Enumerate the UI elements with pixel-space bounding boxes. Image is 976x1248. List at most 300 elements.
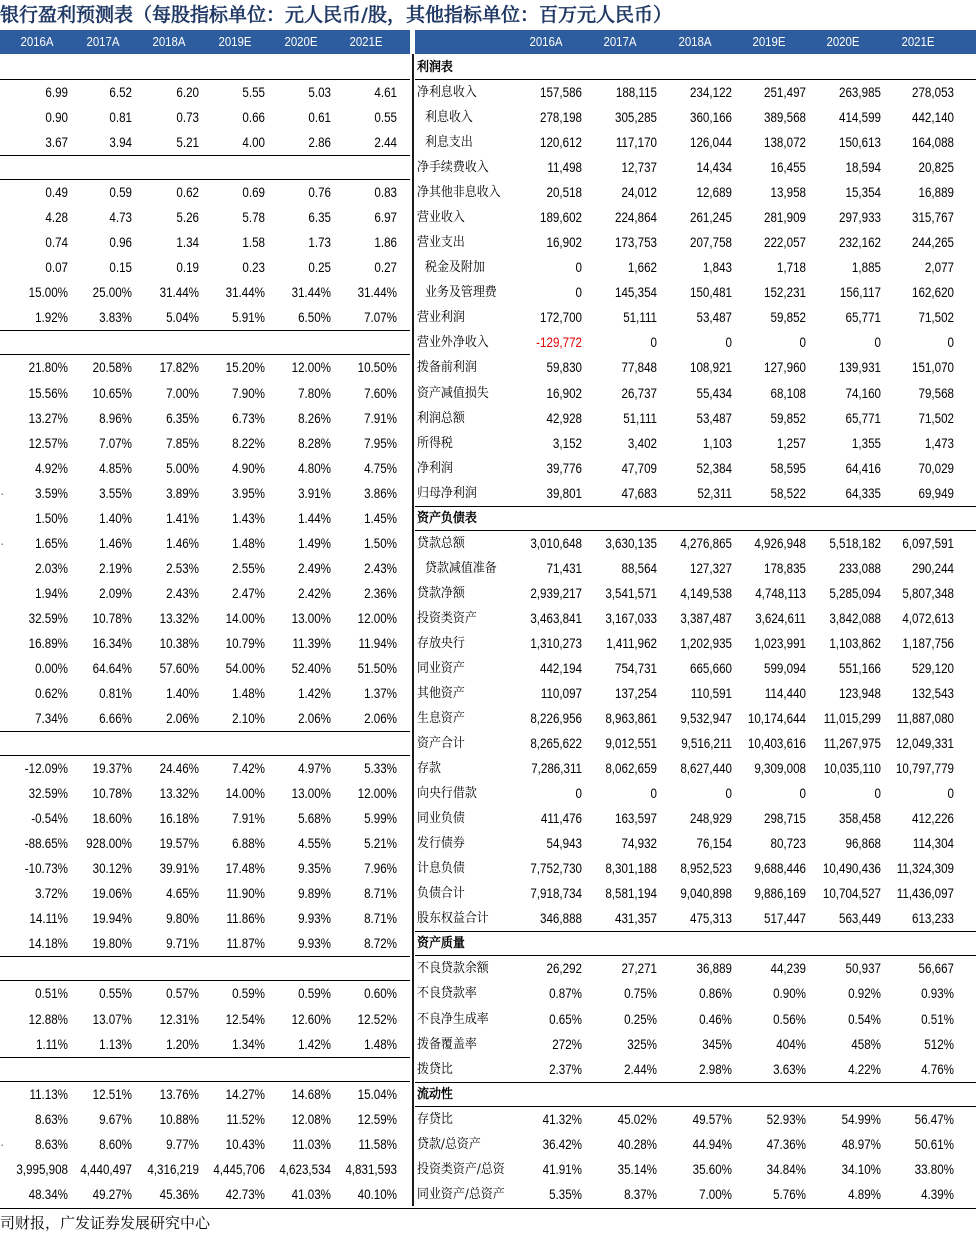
left-value-cell: 3.89% [166,485,199,501]
right-value-cell: 137,254 [615,686,657,701]
left-value-cell: 0.55 [374,110,397,126]
right-value-cell: 8,952,523 [680,861,732,877]
row-label: 净其他非息收入 [417,185,501,201]
right-value-cell: 754,731 [615,660,657,676]
right-value-cell: 47.36% [766,1136,806,1152]
left-value-cell: 7.95% [364,435,397,451]
left-value-cell: 7.90% [232,385,265,401]
table-row [0,280,976,305]
right-value-cell: 346,888 [540,911,582,927]
right-value-cell: 50.61% [914,1136,954,1152]
left-value-cell: 12.54% [225,1011,265,1027]
right-value-cell: 4,149,538 [680,585,732,601]
table-row [0,431,976,456]
row-label: 营业外净收入 [417,335,489,351]
row-label: 投资类资产 [417,610,477,626]
table-row [0,305,976,330]
left-value-cell: 64.64% [92,660,132,676]
left-value-cell: 8.72% [364,936,397,952]
left-value-cell: 8.96% [99,410,132,426]
left-value-cell: 5.04% [166,310,199,326]
right-value-cell: 6,097,591 [902,535,954,551]
right-value-cell: 56.47% [914,1111,954,1127]
right-value-cell: 120,612 [540,135,582,151]
right-value-cell: 35.60% [692,1161,732,1177]
left-value-cell: 11.58% [358,1136,397,1152]
row-label: 营业利润 [417,310,465,326]
right-value-cell: 0.56% [773,1011,806,1027]
left-value-cell: 12.59% [357,1111,397,1127]
left-value-cell: 17.82% [159,360,199,376]
right-value-cell: 8,062,659 [605,761,657,777]
left-value-cell: 8.26% [298,410,331,426]
right-value-cell: 1,411,962 [606,635,657,651]
table-row [0,606,976,631]
right-value-cell: 263,985 [839,85,881,101]
left-value-cell: 6.50% [298,310,331,326]
right-value-cell: 0.86% [699,986,732,1002]
right-value-cell: 1,187,756 [902,635,954,651]
right-value-cell: 0.54% [848,1011,881,1027]
left-value-cell: 13.00% [291,786,331,802]
left-group-separator [0,330,410,331]
row-label: 所得税 [417,435,453,451]
right-value-cell: 0.90% [773,986,806,1002]
table-row [0,556,976,581]
right-value-cell: 3,402 [627,435,657,451]
right-value-cell: 150,481 [690,285,732,301]
row-label: 拨备前利润 [417,360,477,376]
left-value-cell: 1.42% [298,686,331,701]
right-value-cell: 665,660 [690,660,732,676]
row-label: 归母净利润 [417,485,477,501]
row-label: 同业资产 [417,660,465,676]
table-row [0,781,976,806]
left-value-cell: 19.37% [92,761,132,777]
left-value-cell: 9.89% [298,886,331,902]
left-value-cell: 7.80% [298,385,331,401]
right-value-cell: 10,797,779 [895,761,954,777]
right-value-cell: 414,599 [839,110,881,126]
right-value-cell: 123,948 [839,686,881,701]
left-value-cell: 2.43% [364,560,397,576]
left-value-cell: 2.53% [166,560,199,576]
row-label: 不良贷款余额 [417,961,489,977]
left-value-cell: 6.99 [45,85,68,101]
left-value-cell: 4.65% [166,886,199,902]
left-value-cell: 5.78 [242,210,265,226]
left-value-cell: 1.50% [35,510,68,526]
left-value-cell: 3.67 [45,135,68,151]
left-value-cell: 2.43% [166,585,199,601]
left-value-cell: 12.00% [357,786,397,802]
row-label: 营业收入 [417,210,465,226]
left-value-cell: 3.86% [364,485,397,501]
right-value-cell: 53,487 [696,310,732,326]
table-row [0,381,976,406]
left-value-cell: 1.94% [35,585,68,601]
left-value-cell: 11.03% [292,1136,331,1152]
right-section-overline [415,1082,976,1083]
right-value-cell: 13,958 [770,185,806,201]
left-value-cell: 1.49% [298,535,331,551]
left-value-cell: 9.80% [166,911,199,927]
left-value-cell: 11.90% [226,886,265,902]
right-value-cell: 10,490,436 [822,861,881,877]
right-value-cell: 40.28% [617,1136,657,1152]
left-value-cell: 2.06% [298,711,331,727]
left-group-separator [0,155,410,156]
right-value-cell: 0 [575,260,582,276]
left-value-cell: 7.34% [35,711,68,727]
right-value-cell: 96,868 [845,836,881,852]
left-value-cell: 0.83 [374,185,397,201]
right-value-cell: 33.80% [914,1161,954,1177]
left-value-cell: 1.50% [364,535,397,551]
left-value-cell: 16.18% [159,811,199,827]
right-value-cell: 20,518 [546,185,582,201]
left-value-cell: 2.06% [166,711,199,727]
right-value-cell: 3,842,088 [829,610,881,626]
table-row [0,1032,976,1057]
left-value-cell: 1.41% [166,510,199,526]
left-value-cell: 1.48% [364,1036,397,1052]
table-row [0,956,976,981]
left-header-bar [0,30,410,54]
right-value-cell: 1,885 [851,260,881,276]
row-label: 投资类资产/总资 [417,1161,505,1177]
left-value-cell: 10.65% [92,385,132,401]
table-row [0,631,976,656]
right-value-cell: 0.51% [921,1011,954,1027]
right-value-cell: 15,354 [845,185,881,201]
right-value-cell: 9,012,551 [605,736,657,752]
table-row [0,931,976,956]
table-row [0,856,976,881]
row-label: 净手续费收入 [417,160,489,176]
right-value-cell: 4.76% [921,1061,954,1077]
left-value-cell: 2.86 [308,135,331,151]
right-value-cell: 77,848 [621,360,657,376]
left-value-cell: 1.42% [298,1036,331,1052]
row-label: 生息资产 [417,711,465,727]
left-value-cell: 31.44% [225,285,265,301]
left-value-cell: 4.00 [242,135,265,151]
left-value-cell: 1.44% [298,510,331,526]
left-value-cell: 3.55% [99,485,132,501]
left-value-cell: 4,440,497 [80,1161,132,1177]
left-value-cell: 9.93% [298,936,331,952]
right-value-cell: 65,771 [845,410,881,426]
right-value-cell: 34.84% [766,1161,806,1177]
left-value-cell: 14.18% [28,936,69,952]
left-value-cell: 1.34% [232,1036,265,1052]
left-value-cell: 10.79% [225,635,265,651]
right-value-cell: 4.22% [848,1061,881,1077]
right-value-cell: 68,108 [770,385,806,401]
right-value-cell: 5,807,348 [902,585,954,601]
left-value-cell: 6.52 [109,85,132,101]
left-value-cell: 10.38% [159,635,199,651]
left-value-cell: 14.27% [225,1086,265,1102]
right-value-cell: 2.98% [699,1061,732,1077]
left-value-cell: 7.91% [364,410,397,426]
right-value-cell: 10,704,527 [822,886,881,902]
right-value-cell: 9,516,211 [681,736,732,752]
right-value-cell: 0.75% [624,986,657,1002]
left-value-cell: 0.55% [99,986,132,1002]
right-value-cell: 613,233 [912,911,954,927]
right-value-cell: 48.97% [841,1136,881,1152]
left-value-cell: 3.94 [109,135,132,151]
left-value-cell: 0.19 [176,260,199,276]
right-value-cell: 12,049,331 [895,736,954,752]
left-value-cell: 8.60% [99,1136,132,1152]
right-value-cell: 51,111 [623,310,657,326]
left-value-cell: 4.73 [109,210,132,226]
right-value-cell: 8,581,194 [605,886,657,902]
left-value-cell: 0.76 [308,185,331,201]
header-year: 2019E [752,34,786,49]
left-value-cell: 5.55 [242,85,265,101]
right-value-cell: 431,357 [615,911,657,927]
row-label: 贷款净额 [417,585,465,601]
right-value-cell: 1,662 [627,260,657,276]
right-value-cell: 74,932 [621,836,657,852]
left-value-cell: 13.07% [92,1011,132,1027]
left-value-cell: 11.39% [292,635,331,651]
right-value-cell: 71,502 [918,410,954,426]
table-row [0,330,976,355]
right-value-cell: 53,487 [696,410,732,426]
left-value-cell: 3.95% [232,485,265,501]
right-value-cell: 11,015,299 [823,711,881,727]
left-value-cell: 0.15 [109,260,132,276]
left-value-cell: 4.28 [45,210,68,226]
left-value-cell: 52.40% [291,660,331,676]
left-value-cell: 10.43% [225,1136,265,1152]
left-value-cell: 45.36% [159,1186,199,1202]
left-value-cell: 0.00% [35,660,68,676]
right-value-cell: 11,887,080 [896,711,954,727]
left-value-cell: 1.48% [232,535,265,551]
right-value-cell: 88,564 [621,560,657,576]
table-row [0,906,976,931]
right-value-cell: 8.37% [624,1186,657,1202]
header-year: 2021E [901,34,935,49]
table-row [0,1107,976,1132]
right-value-cell: 11,267,975 [823,736,881,752]
left-value-cell: 11.94% [358,635,397,651]
left-value-cell: 1.92% [35,310,68,326]
left-value-cell: 32.59% [28,786,69,802]
row-label: 其他资产 [417,686,465,701]
table-row [0,130,976,155]
right-value-cell: 458% [851,1036,881,1052]
right-value-cell: 222,057 [764,235,806,251]
right-value-cell: 360,166 [690,110,732,126]
left-value-cell: 1.73 [308,235,331,251]
right-value-cell: 389,568 [764,110,806,126]
row-label: 资产合计 [417,736,465,752]
right-value-cell: 35.14% [617,1161,657,1177]
left-value-cell: 20.58% [92,360,132,376]
left-value-cell: 12.52% [357,1011,397,1027]
table-row [0,731,976,756]
right-value-cell: 0 [799,786,806,802]
right-value-cell: 0.25% [624,1011,657,1027]
right-value-cell: 4,276,865 [680,535,732,551]
row-label: 拨贷比 [417,1061,453,1077]
left-value-cell: 4,831,593 [345,1161,397,1177]
right-value-cell: 248,929 [690,811,732,827]
right-value-cell: 2.37% [549,1061,582,1077]
right-value-cell: 52,384 [696,460,732,476]
right-value-cell: 139,931 [839,360,881,376]
left-value-cell: 3.59% [35,485,68,501]
right-value-cell: 3,152 [552,435,582,451]
left-value-cell: 2.09% [99,585,132,601]
right-value-cell: 10,403,616 [747,736,806,752]
left-value-cell: 4.97% [298,761,331,777]
left-value-cell: 57.60% [159,660,199,676]
left-value-cell: 2.10% [232,711,265,727]
right-value-cell: 1,103 [702,435,732,451]
right-value-cell: 108,921 [690,360,732,376]
right-value-cell: 0 [575,786,582,802]
left-value-cell: 0.57% [166,986,199,1002]
right-value-cell: 173,753 [615,235,657,251]
row-label: 存贷比 [417,1111,453,1127]
left-value-cell: 5.99% [364,811,397,827]
left-value-cell: 0.81 [109,110,132,126]
table-row [0,1082,976,1107]
right-value-cell: 8,226,956 [530,711,582,727]
left-value-cell: 1.65% [35,535,68,551]
table-row [0,180,976,205]
row-label: 负债合计 [417,886,465,902]
left-value-cell: 30.12% [92,861,132,877]
left-value-cell: 0.61 [308,110,331,126]
left-value-cell: 0.49 [45,185,68,201]
table-row [0,581,976,606]
right-value-cell: 599,094 [764,660,806,676]
row-label: 不良贷款率 [417,986,477,1002]
left-value-cell: 7.85% [166,435,199,451]
left-value-cell: 51.50% [357,660,397,676]
right-value-cell: 52.93% [766,1111,806,1127]
row-label: 同业负债 [417,811,465,827]
right-value-cell: 512% [924,1036,954,1052]
left-value-cell: 15.00% [28,285,69,301]
right-value-cell: 164,088 [912,135,954,151]
row-label: 股东权益合计 [417,911,489,927]
table-row [0,230,976,255]
left-value-cell: 42.73% [225,1186,265,1202]
right-value-cell: 1,843 [702,260,732,276]
right-value-cell: 58,522 [770,485,806,501]
row-label: 向央行借款 [417,786,477,802]
right-value-cell: 8,963,861 [605,711,657,727]
left-value-cell: 2.19% [99,560,132,576]
right-value-cell: 551,166 [839,660,881,676]
right-value-cell: 150,613 [839,135,881,151]
right-value-cell: 3,387,487 [680,610,732,626]
left-value-cell: 928.00% [86,836,132,852]
left-value-cell: 7.60% [364,385,397,401]
right-value-cell: 9,309,008 [754,761,806,777]
table-row [0,481,976,506]
right-value-cell: 0.87% [549,986,582,1002]
left-value-cell: 0.90 [45,110,68,126]
left-value-cell: 5.91% [232,310,265,326]
page-title: 银行盈利预测表（每股指标单位：元人民币/股，其他指标单位：百万元人民币） [0,4,672,26]
right-value-cell: 71,431 [546,560,582,576]
right-value-cell: 39,801 [546,485,582,501]
left-value-cell: 41.03% [291,1186,331,1202]
right-value-cell: 1,355 [851,435,881,451]
right-value-cell: 126,044 [690,135,732,151]
left-value-cell: 9.35% [298,861,331,877]
right-value-cell: 315,767 [912,210,954,226]
right-value-cell: 47,709 [621,460,657,476]
left-value-cell: 6.66% [99,711,132,727]
header-year: 2016A [20,34,54,49]
left-value-cell: 21.80% [28,360,69,376]
table-row [0,80,976,105]
right-value-cell: 18,594 [845,160,881,176]
left-group-separator [0,731,410,732]
clipped-edge-mark: · [0,485,5,501]
table-row [0,831,976,856]
header-year: 2021E [349,34,383,49]
left-value-cell: 4,316,219 [147,1161,199,1177]
right-value-cell: 16,889 [918,185,954,201]
left-value-cell: 0.59% [298,986,331,1002]
left-value-cell: 2.36% [364,585,397,601]
left-value-cell: 3.83% [99,310,132,326]
left-value-cell: 5.68% [298,811,331,827]
right-value-cell: 49.57% [692,1111,732,1127]
right-value-cell: -129,772 [536,335,582,351]
table-row [0,706,976,731]
right-value-cell: 9,532,947 [680,711,732,727]
row-label: 贷款总额 [417,535,465,551]
left-value-cell: 13.32% [159,610,199,626]
left-value-cell: 4.92% [35,460,68,476]
table-row [0,205,976,230]
right-value-cell: 44.94% [692,1136,732,1152]
right-value-cell: 11,324,309 [896,861,954,877]
right-value-cell: 16,902 [546,385,582,401]
right-value-cell: 36,889 [696,961,732,977]
right-value-cell: 11,436,097 [896,886,954,902]
left-value-cell: 4.61 [374,85,397,101]
right-value-cell: 0 [874,335,881,351]
left-value-cell: 0.66 [242,110,265,126]
left-value-cell: 6.73% [232,410,265,426]
right-section-overline [415,931,976,932]
row-label: 发行债券 [417,836,465,852]
left-value-cell: 5.26 [176,210,199,226]
table-row [0,756,976,781]
header-year: 2018A [678,34,712,49]
right-value-cell: 10,035,110 [823,761,881,777]
right-value-cell: 54.99% [841,1111,881,1127]
right-value-cell: 1,257 [776,435,806,451]
left-value-cell: 0.74 [45,235,68,251]
left-value-cell: 0.07 [45,260,68,276]
